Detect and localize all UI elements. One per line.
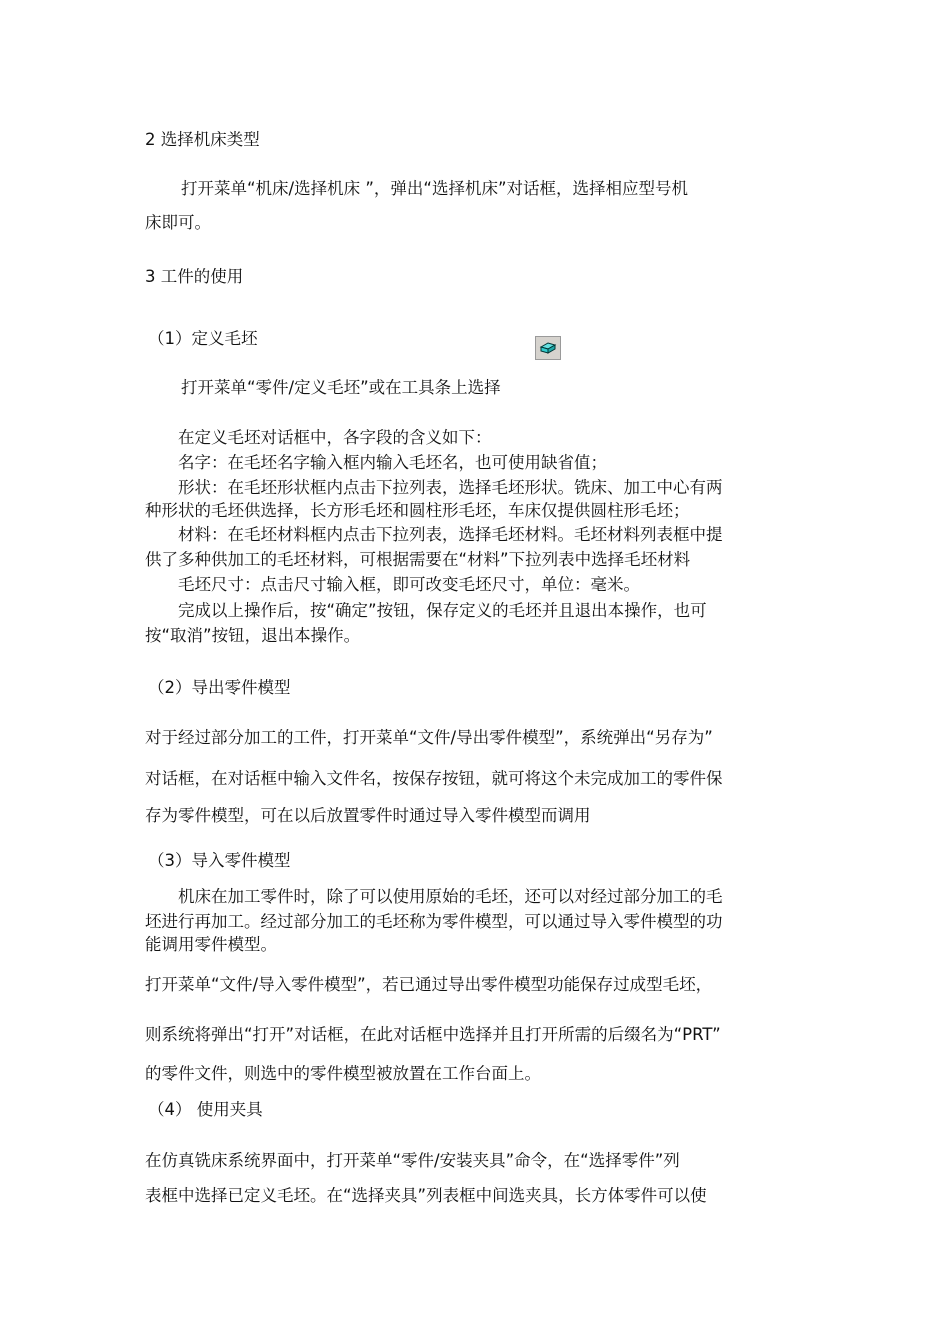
subsection-2-line-1: 对于经过部分加工的工件，打开菜单“文件/导出零件模型”，系统弹出“另存为”: [145, 728, 713, 747]
subsection-1-line-6: 供了多种供加工的毛坯材料，可根据需要在“材料”下拉列表中选择毛坯材料: [145, 550, 691, 569]
subsection-3-line-3: 能调用零件模型。: [145, 935, 277, 954]
subsection-1-line-4: 种形状的毛坯供选择，长方形毛坯和圆柱形毛坯，车床仅提供圆柱形毛坯；: [145, 501, 690, 520]
section-2-title: 2 选择机床类型: [145, 130, 260, 149]
subsection-2-line-3: 存为零件模型，可在以后放置零件时通过导入零件模型而调用: [145, 806, 591, 825]
subsection-4-line-1: 在仿真铣床系统界面中，打开菜单“零件/安装夹具”命令，在“选择零件”列: [145, 1151, 680, 1170]
subsection-3-title: （3）导入零件模型: [148, 851, 291, 870]
subsection-2-line-2: 对话框，在对话框中输入文件名，按保存按钮，就可将这个未完成加工的零件保: [145, 769, 723, 788]
subsection-3-line-4: 打开菜单“文件/导入零件模型”，若已通过导出零件模型功能保存过成型毛坯，: [145, 975, 713, 994]
subsection-1-line-8: 完成以上操作后，按“确定”按钮，保存定义的毛坯并且退出本操作，也可: [178, 601, 707, 620]
section-2-para-line-2: 床即可。: [145, 213, 211, 232]
subsection-1-line-3: 形状：在毛坯形状框内点击下拉列表，选择毛坯形状。铣床、加工中心有两: [178, 478, 723, 497]
subsection-2-title: （2）导出零件模型: [148, 678, 291, 697]
subsection-3-line-1: 机床在加工零件时，除了可以使用原始的毛坯，还可以对经过部分加工的毛: [178, 887, 723, 906]
subsection-3-line-2: 坯进行再加工。经过部分加工的毛坯称为零件模型，可以通过导入零件模型的功: [145, 912, 723, 931]
subsection-1-line-9: 按“取消”按钮，退出本操作。: [145, 626, 361, 645]
subsection-4-title: （4） 使用夹具: [148, 1100, 263, 1119]
subsection-1-title: （1）定义毛坯: [148, 329, 258, 348]
subsection-1-line-5: 材料：在毛坯材料框内点击下拉列表，选择毛坯材料。毛坯材料列表框中提: [178, 525, 723, 544]
subsection-3-line-5: 则系统将弹出“打开”对话框，在此对话框中选择并且打开所需的后缀名为“PRT”: [145, 1025, 721, 1044]
define-blank-icon: [535, 336, 561, 360]
subsection-4-line-2: 表框中选择已定义毛坯。在“选择夹具”列表框中间选夹具，长方体零件可以使: [145, 1186, 707, 1205]
subsection-3-line-6: 的零件文件，则选中的零件模型被放置在工作台面上。: [145, 1064, 541, 1083]
subsection-1-para-1: 打开菜单“零件/定义毛坯”或在工具条上选择: [181, 378, 501, 397]
subsection-1-line-1: 在定义毛坯对话框中，各字段的含义如下：: [178, 428, 492, 447]
section-2-para-line-1: 打开菜单“机床/选择机床 ”，弹出“选择机床”对话框，选择相应型号机: [181, 179, 688, 198]
subsection-1-line-7: 毛坯尺寸：点击尺寸输入框，即可改变毛坯尺寸，单位：毫米。: [178, 575, 640, 594]
section-3-title: 3 工件的使用: [145, 267, 244, 286]
subsection-1-line-2: 名字：在毛坯名字输入框内输入毛坯名，也可使用缺省值；: [178, 453, 607, 472]
